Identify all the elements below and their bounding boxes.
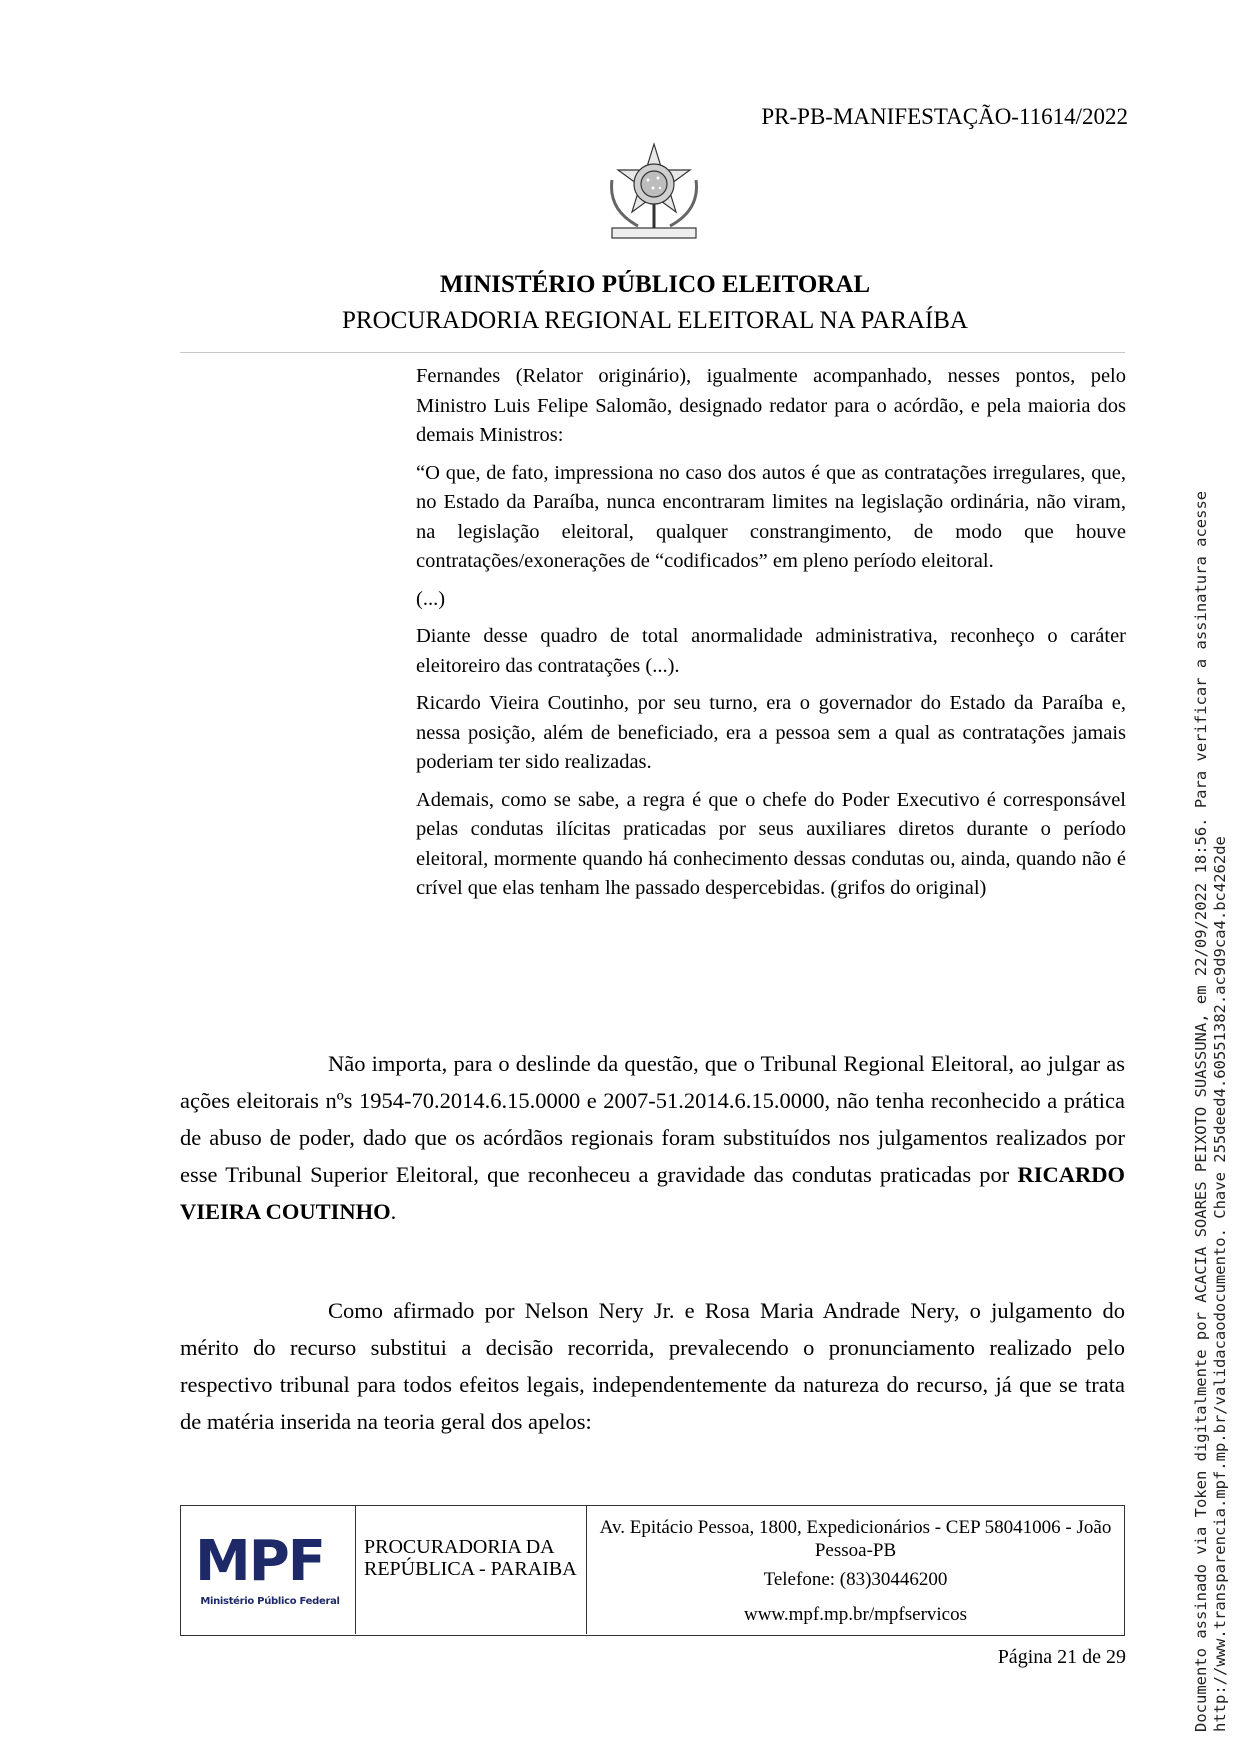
quote-paragraph: Fernandes (Relator originário), igualmente acompanhado, nesses pontos, pelo Ministro Luis Felipe Salomão, designado redator para o acórdão, e pela maioria dos demais Ministros:: [416, 365, 1126, 446]
footer-address: Av. Epitácio Pessoa, 1800, Expedicionários - CEP 58041006 - João Pessoa-PB: [599, 1517, 1112, 1561]
signature-line-2: http://www.transparencia.mpf.mp.br/validacaodocumento. Chave 255deed4.60551382.ac9d9ca4.bc4262de: [1211, 836, 1229, 1732]
organization-name: MINISTÉRIO PÚBLICO ELEITORAL: [439, 271, 871, 298]
quote-paragraph: (...): [416, 587, 446, 610]
digital-signature-stamp: [1192, 491, 1230, 1732]
body-paragraph-2: [180, 1292, 1125, 1440]
block-quote: [416, 362, 1126, 912]
mpf-logo: [181, 1506, 356, 1634]
body-paragraph-1: [180, 1045, 1125, 1230]
page-number: Página 21 de 29: [997, 1646, 1126, 1668]
mpf-logo-caption: Ministério Público Federal: [200, 1596, 340, 1607]
quote-paragraph: Ademais, como se sabe, a regra é que o chefe do Poder Executivo é corresponsável pelas condutas ilícitas praticadas por seus auxiliares diretos durante o período eleitoral, mormente quando há conhecimento dessas condutas ou, ainda, quando não é crível que elas tenham lhe passado despercebidas. (grifos do original): [416, 788, 1126, 899]
footer-contact-cell: [588, 1506, 1123, 1634]
footer-box: [180, 1505, 1125, 1636]
coat-of-arms-emblem: [598, 140, 710, 252]
document-id: PR-PB-MANIFESTAÇÃO-11614/2022: [761, 104, 1128, 129]
quote-paragraph: “O que, de fato, impressiona no caso dos autos é que as contratações irregulares, que, no Estado da Paraíba, nunca encontraram limites na legislação ordinária, não viram, na legislação eleitoral, qualquer constrangimento, de modo que houve contratações/exonerações de “codificados” em pleno período eleitoral.: [416, 461, 1126, 572]
signature-line-1: Documento assinado via Token digitalmente por ACACIA SOARES PEIXOTO SUASSUNA, em 22/09/2022 18:56. Para verificar a assinatura acesse: [1192, 490, 1210, 1732]
quote-paragraph: Ricardo Vieira Coutinho, por seu turno, era o governador do Estado da Paraíba e, nessa posição, além de beneficiado, era a pessoa sem a qual as contratações jamais poderiam ter sido realizadas.: [416, 692, 1126, 773]
footer-org-cell: [356, 1506, 587, 1634]
paragraph-text: Não importa, para o deslinde da questão, que o Tribunal Regional Eleitoral, ao julgar as ações eleitorais nºs 1954-70.2014.6.15.0000 e 2007-51.2014.6.15.0000, não tenha reconhecido a prática de abuso de poder, dado que os acórdãos regionais foram substituídos nos julgamentos realizados por esse Tribunal Superior Eleitoral, que reconheceu a gravidade das condutas praticadas por: [180, 1051, 1125, 1187]
footer-phone: Telefone: (83)30446200: [763, 1569, 948, 1590]
paragraph-text: Como afirmado por Nelson Nery Jr. e Rosa Maria Andrade Nery, o julgamento do mérito do recurso substitui a decisão recorrida, prevalecendo o pronunciamento realizado pelo respectivo tribunal para todos efeitos legais, independentemente da natureza do recurso, já que se trata de matéria inserida na teoria geral dos apelos:: [180, 1298, 1125, 1434]
footer-org-name: PROCURADORIA DA REPÚBLICA - PARAIBA: [364, 1536, 577, 1580]
quote-paragraph: Diante desse quadro de total anormalidade administrativa, reconheço o caráter eleitoreiro das contratações (...).: [416, 625, 1126, 677]
organization-subtitle: PROCURADORIA REGIONAL ELEITORAL NA PARAÍBA: [342, 307, 968, 334]
mpf-logo-mark: MPF: [195, 1529, 325, 1594]
footer-website: www.mpf.mp.br/mpfservicos: [743, 1604, 968, 1625]
header-divider: [180, 352, 1125, 353]
paragraph-end: .: [390, 1199, 397, 1224]
bold-name: RICARDO VIEIRA COUTINHO: [180, 1162, 1125, 1224]
